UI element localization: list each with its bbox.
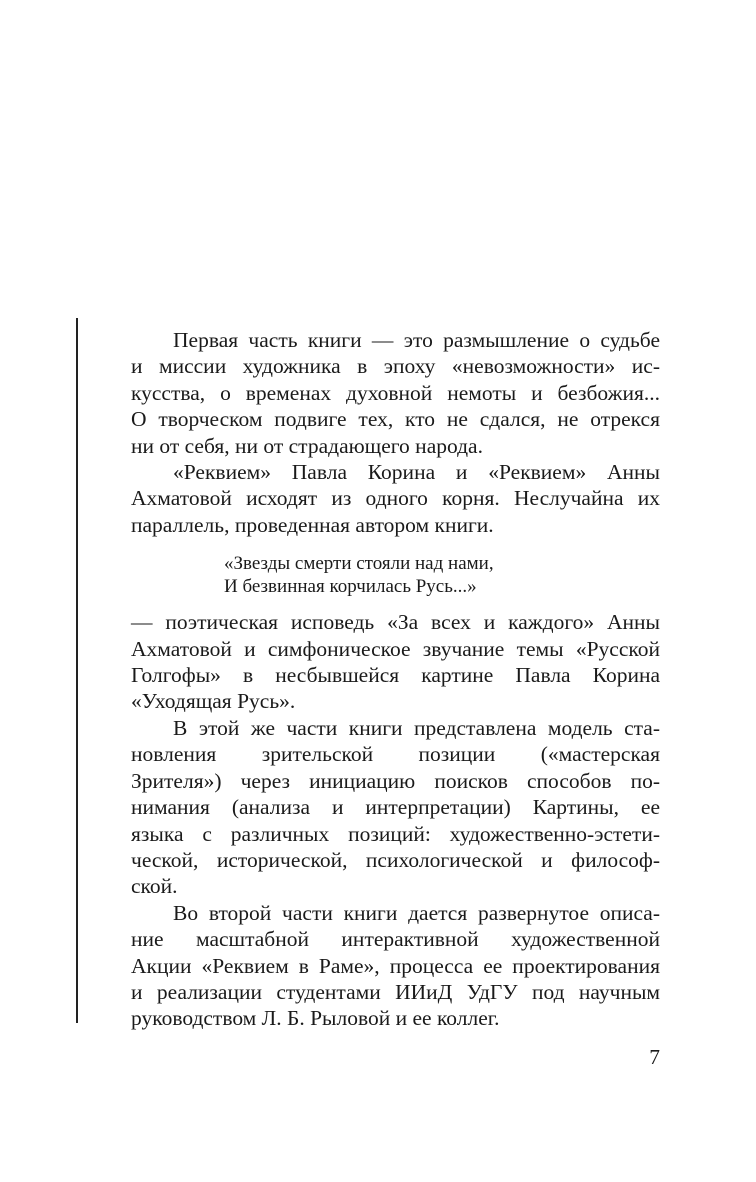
text-line: новления зрительской позиции («мастерская (131, 742, 660, 767)
text-line: Акции «Реквием в Раме», процесса ее проектирования (131, 953, 660, 978)
text-line: ской. (131, 874, 178, 899)
text-line: «Реквием» Павла Корина и «Реквием» Анны (173, 460, 660, 485)
text-line: — поэтическая исповедь «За всех и каждого» Анны (131, 610, 660, 635)
text-line: «Уходящая Русь». (131, 689, 296, 714)
text-line: Голгофы» в несбывшейся картине Павла Корина (131, 663, 660, 688)
text-line: Зрителя») через инициацию поисков способов по- (131, 768, 660, 793)
text-line: Во второй части книги дается развернутое описа- (173, 900, 660, 925)
text-line: языка с различных позиций: художественно-эстети- (131, 821, 660, 846)
text-line: В этой же части книги представлена модель ста- (173, 715, 660, 740)
text-line: руководством Л. Б. Рыловой и ее коллег. (131, 1006, 500, 1031)
text-line: ни от себя, ни от страдающего народа. (131, 433, 483, 458)
text-line: ние масштабной интерактивной художественной (131, 927, 660, 952)
text-line: и реализации студентами ИИиД УдГУ под научным (131, 979, 660, 1004)
text-line: кусства, о временах духовной немоты и безбожия... (131, 380, 660, 405)
text-line: Ахматовой и симфоническое звучание темы «Русской (131, 636, 660, 661)
paragraph-3 (131, 609, 660, 715)
text-line: ческой, исторической, психологической и философ- (131, 847, 660, 872)
paragraph-5 (131, 900, 660, 1032)
text-line: Ахматовой исходят из одного корня. Неслучайна их (131, 486, 660, 511)
text-line: О творческом подвиге тех, кто не сдался, не отрекся (131, 407, 660, 432)
text-line: нимания (анализа и интерпретации) Картины, ее (131, 795, 660, 820)
page-number: 7 (649, 1045, 660, 1069)
paragraph-2 (131, 459, 660, 538)
margin-rule (76, 318, 78, 1023)
poem-quote (224, 552, 660, 598)
page-body (131, 327, 660, 1032)
quote-line: «Звезды смерти стояли над нами, (224, 553, 494, 575)
paragraph-1 (131, 327, 660, 459)
paragraph-4 (131, 715, 660, 900)
text-line: и миссии художника в эпоху «невозможности» ис- (131, 354, 660, 379)
quote-line: И безвинная корчилась Русь...» (224, 576, 477, 598)
text-line: Первая часть книги — это размышление о судьбе (173, 328, 660, 352)
text-line: параллель, проведенная автором книги. (131, 512, 494, 537)
